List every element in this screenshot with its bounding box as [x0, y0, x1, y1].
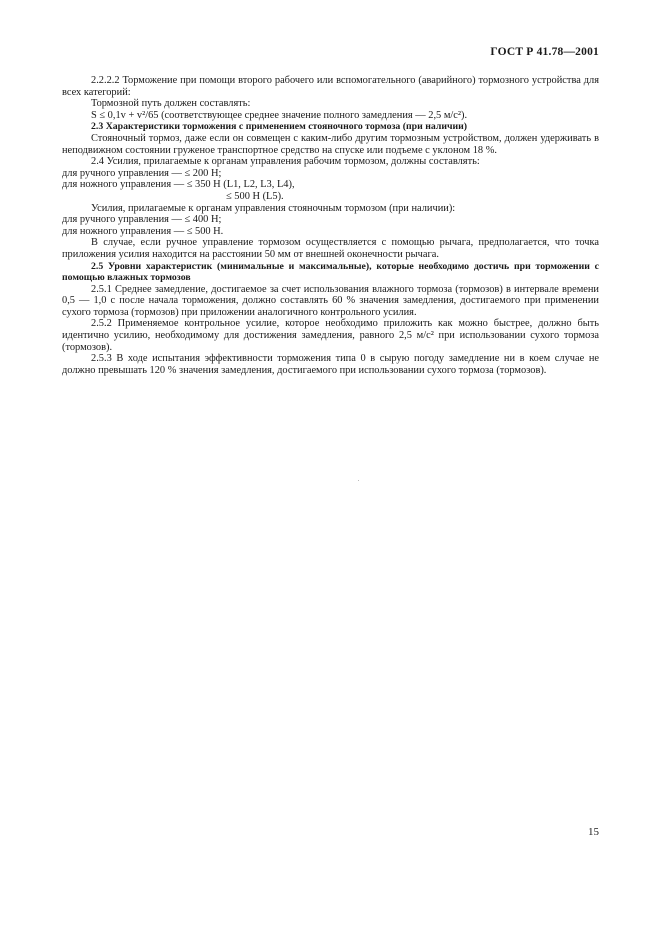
paragraph-2-5-1: 2.5.1 Среднее замедление, достигаемое за счет использования влажного тормоза (тормозов) в интервале времени 0,5 — 1,0 с после начала торможения, должно составлять 60 % значения замедления, достигаемого при применении сухого тормоза (тормозов) при приложении аналогичного контрольного усилия. — [62, 283, 599, 318]
scan-speck — [358, 480, 359, 481]
paragraph-parking-brake: Стояночный тормоз, даже если он совмещен с каким-либо другим тормозным устройством, должен удерживать в неподвижном состоянии груженое транспортное средство на спуске или подъеме с уклоном 18 %. — [62, 132, 599, 156]
paragraph-stopping-distance: Тормозной путь должен составлять: — [91, 98, 251, 110]
list-item-foot-service-l5: ≤ 500 Н (L5). — [226, 190, 284, 202]
document-body — [62, 75, 599, 376]
list-item-foot-service: для ножного управления — ≤ 350 Н (L1, L2, L3, L4), — [62, 179, 295, 191]
list-item-hand-service: для ручного управления — ≤ 200 Н; — [62, 167, 222, 179]
paragraph-2-2-2-2: 2.2.2.2 Торможение при помощи второго рабочего или вспомогательного (аварийного) тормозного устройства для всех категорий: — [62, 75, 599, 98]
formula-stopping-distance: S ≤ 0,1v + v²/65 (соответствующее среднее значение полного замедления — 2,5 м/с²). — [91, 109, 468, 121]
paragraph-2-5-3: 2.5.3 В ходе испытания эффективности торможения типа 0 в сырую погоду замедление ни в коем случае не должно превышать 120 % значения замедления, достигаемого при использовании сухого тормоза (тормозов). — [62, 353, 599, 376]
paragraph-2-4: 2.4 Усилия, прилагаемые к органам управления рабочим тормозом, должны составлять: — [91, 156, 480, 168]
page-number: 15 — [588, 826, 599, 838]
document-header: ГОСТ Р 41.78—2001 — [490, 46, 599, 58]
paragraph-parking-forces: Усилия, прилагаемые к органам управления стояночным тормозом (при наличии): — [91, 202, 456, 214]
list-item-foot-parking: для ножного управления — ≤ 500 Н. — [62, 225, 224, 237]
section-heading-2-3: 2.3 Характеристики торможения с применением стояночного тормоза (при наличии) — [91, 121, 468, 133]
list-item-hand-parking: для ручного управления — ≤ 400 Н; — [62, 214, 222, 226]
paragraph-lever: В случае, если ручное управление тормозом осуществляется с помощью рычага, предполагается, что точка приложения усилия находится на расстоянии 50 мм от внешней оконечности рычага. — [62, 237, 599, 260]
paragraph-2-5-2: 2.5.2 Применяемое контрольное усилие, которое необходимо приложить как можно быстрее, должно быть идентично усилию, необходимому для достижения замедления, равного 2,5 м/с² при использовании сухого тормоза (тормозов). — [62, 318, 599, 353]
section-heading-2-5: 2.5 Уровни характеристик (минимальные и максимальные), которые необходимо достичь при торможении с помощью влажных тормозов — [62, 260, 599, 284]
